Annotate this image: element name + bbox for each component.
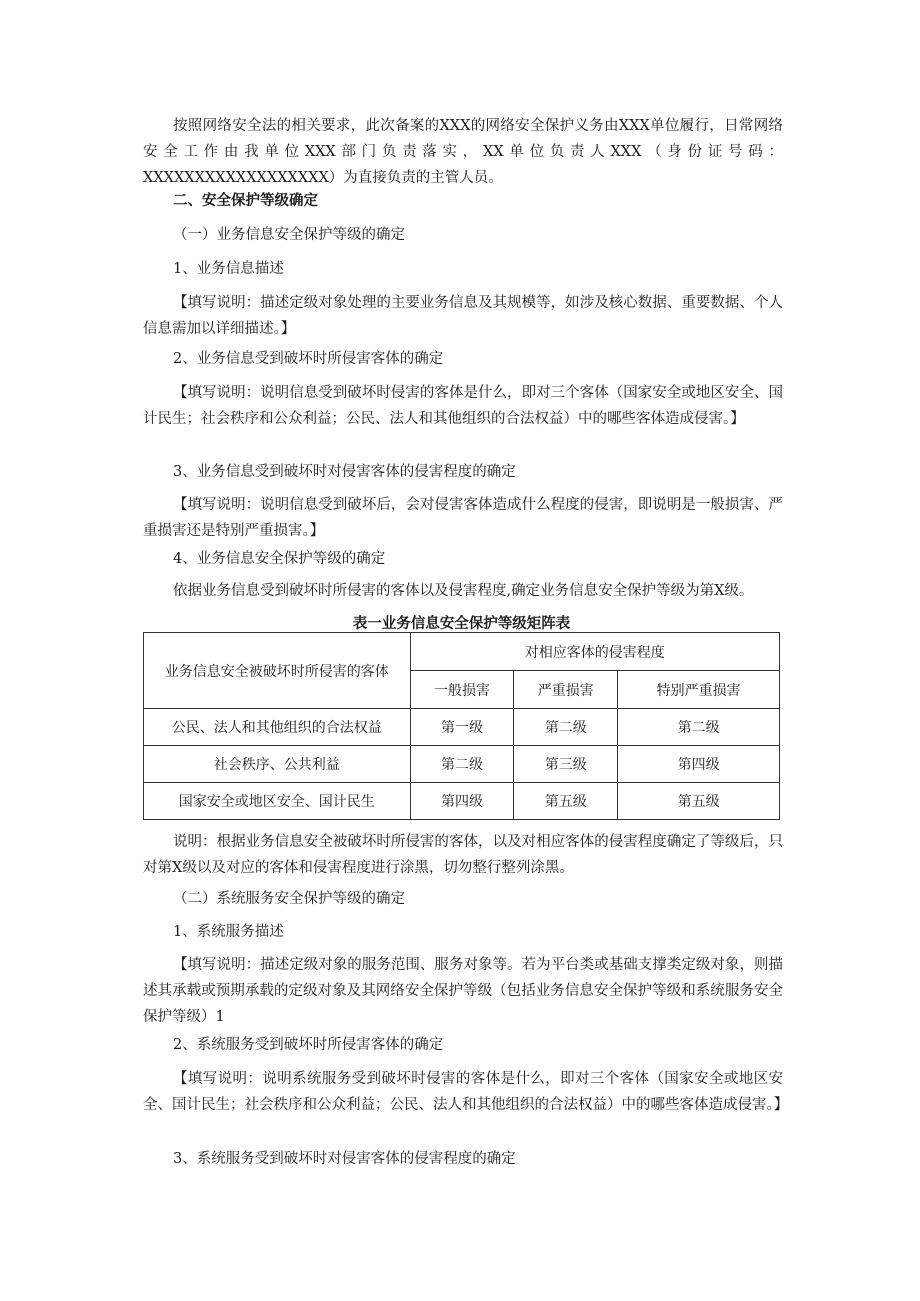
fill-note-2: 【填写说明：说明信息受到破坏时侵害的客体是什么，即对三个客体（国家安全或地区安全、国计民生；社会秩序和公众利益；公民、法人和其他组织的合法权益）中的哪些客体造成侵害。】	[143, 385, 783, 427]
item-heading-3: 3、业务信息受到破坏时对侵害客体的侵害程度的确定	[173, 464, 516, 480]
level-cell: 第五级	[514, 783, 618, 820]
subsection-heading-2: （二）系统服务安全保护等级的确定	[173, 891, 405, 907]
service-fill-note-1: 【填写说明：描述定级对象的服务范围、服务对象等。若为平台类或基础支撑类定级对象，则描述其承载或预期承载的定级对象及其网络安全保护等级（包括业务信息安全保护等级和系统服务安全保护等级）1	[143, 957, 783, 1025]
level-cell: 第四级	[410, 783, 514, 820]
level-cell: 第四级	[618, 746, 780, 783]
group-header-cell: 对相应客体的侵害程度	[410, 633, 779, 671]
object-cell: 公民、法人和其他组织的合法权益	[144, 709, 411, 746]
service-item-heading-1: 1、系统服务描述	[173, 924, 284, 940]
service-fill-note-2: 【填写说明：说明系统服务受到破坏时侵害的客体是什么，即对三个客体（国家安全或地区安全、国计民生；社会秩序和公众利益；公民、法人和其他组织的合法权益）中的哪些客体造成侵害。】	[143, 1071, 789, 1113]
item-heading-1: 1、业务信息描述	[173, 261, 284, 277]
level-cell: 第二级	[410, 746, 514, 783]
level-cell: 第一级	[410, 709, 514, 746]
service-item-heading-2: 2、系统服务受到破坏时所侵害客体的确定	[173, 1037, 444, 1053]
protection-level-matrix-table	[143, 632, 780, 820]
table-row	[144, 709, 780, 746]
level-cell: 第二级	[514, 709, 618, 746]
row-header-cell: 业务信息安全被破坏时所侵害的客体	[144, 633, 411, 709]
basis-paragraph: 依据业务信息受到破坏时所侵害的客体以及侵害程度,确定业务信息安全保护等级为第X级。	[173, 583, 754, 599]
fill-note-3: 【填写说明：说明信息受到破坏后，会对侵害客体造成什么程度的侵害，即说明是一般损害、严重损害还是特别严重损害。】	[143, 497, 783, 539]
object-cell: 社会秩序、公共利益	[144, 746, 411, 783]
table-row	[144, 783, 780, 820]
explain-paragraph: 说明：根据业务信息安全被破坏时所侵害的客体，以及对相应客体的侵害程度确定了等级后，只对第X级以及对应的客体和侵害程度进行涂黑，切勿整行整列涂黑。	[143, 834, 783, 876]
service-item-heading-3: 3、系统服务受到破坏时对侵害客体的侵害程度的确定	[173, 1151, 516, 1167]
level-cell: 第五级	[618, 783, 780, 820]
table-caption: 表一业务信息安全保护等级矩阵表	[352, 616, 571, 632]
intro-paragraph: 按照网络安全法的相关要求，此次备案的XXX的网络安全保护义务由XXX单位履行，日常网络安全工作由我单位XXX部门负责落实，XX单位负责人XXX（身份证号码：XXXXXXXXXXXXXXXXXX）为直接负责的主管人员。	[143, 118, 783, 186]
column-header-general: 一般损害	[410, 671, 514, 709]
item-heading-4: 4、业务信息安全保护等级的确定	[173, 551, 386, 567]
level-cell: 第二级	[618, 709, 780, 746]
item-heading-2: 2、业务信息受到破坏时所侵害客体的确定	[173, 351, 444, 367]
column-header-especially-serious: 特别严重损害	[618, 671, 780, 709]
fill-note-1: 【填写说明：描述定级对象处理的主要业务信息及其规模等，如涉及核心数据、重要数据、个人信息需加以详细描述。】	[143, 295, 783, 337]
section-heading-2: 二、安全保护等级确定	[173, 193, 318, 209]
table-row	[144, 746, 780, 783]
column-header-serious: 严重损害	[514, 671, 618, 709]
subsection-heading-1: （一）业务信息安全保护等级的确定	[173, 227, 405, 243]
level-cell: 第三级	[514, 746, 618, 783]
object-cell: 国家安全或地区安全、国计民生	[144, 783, 411, 820]
